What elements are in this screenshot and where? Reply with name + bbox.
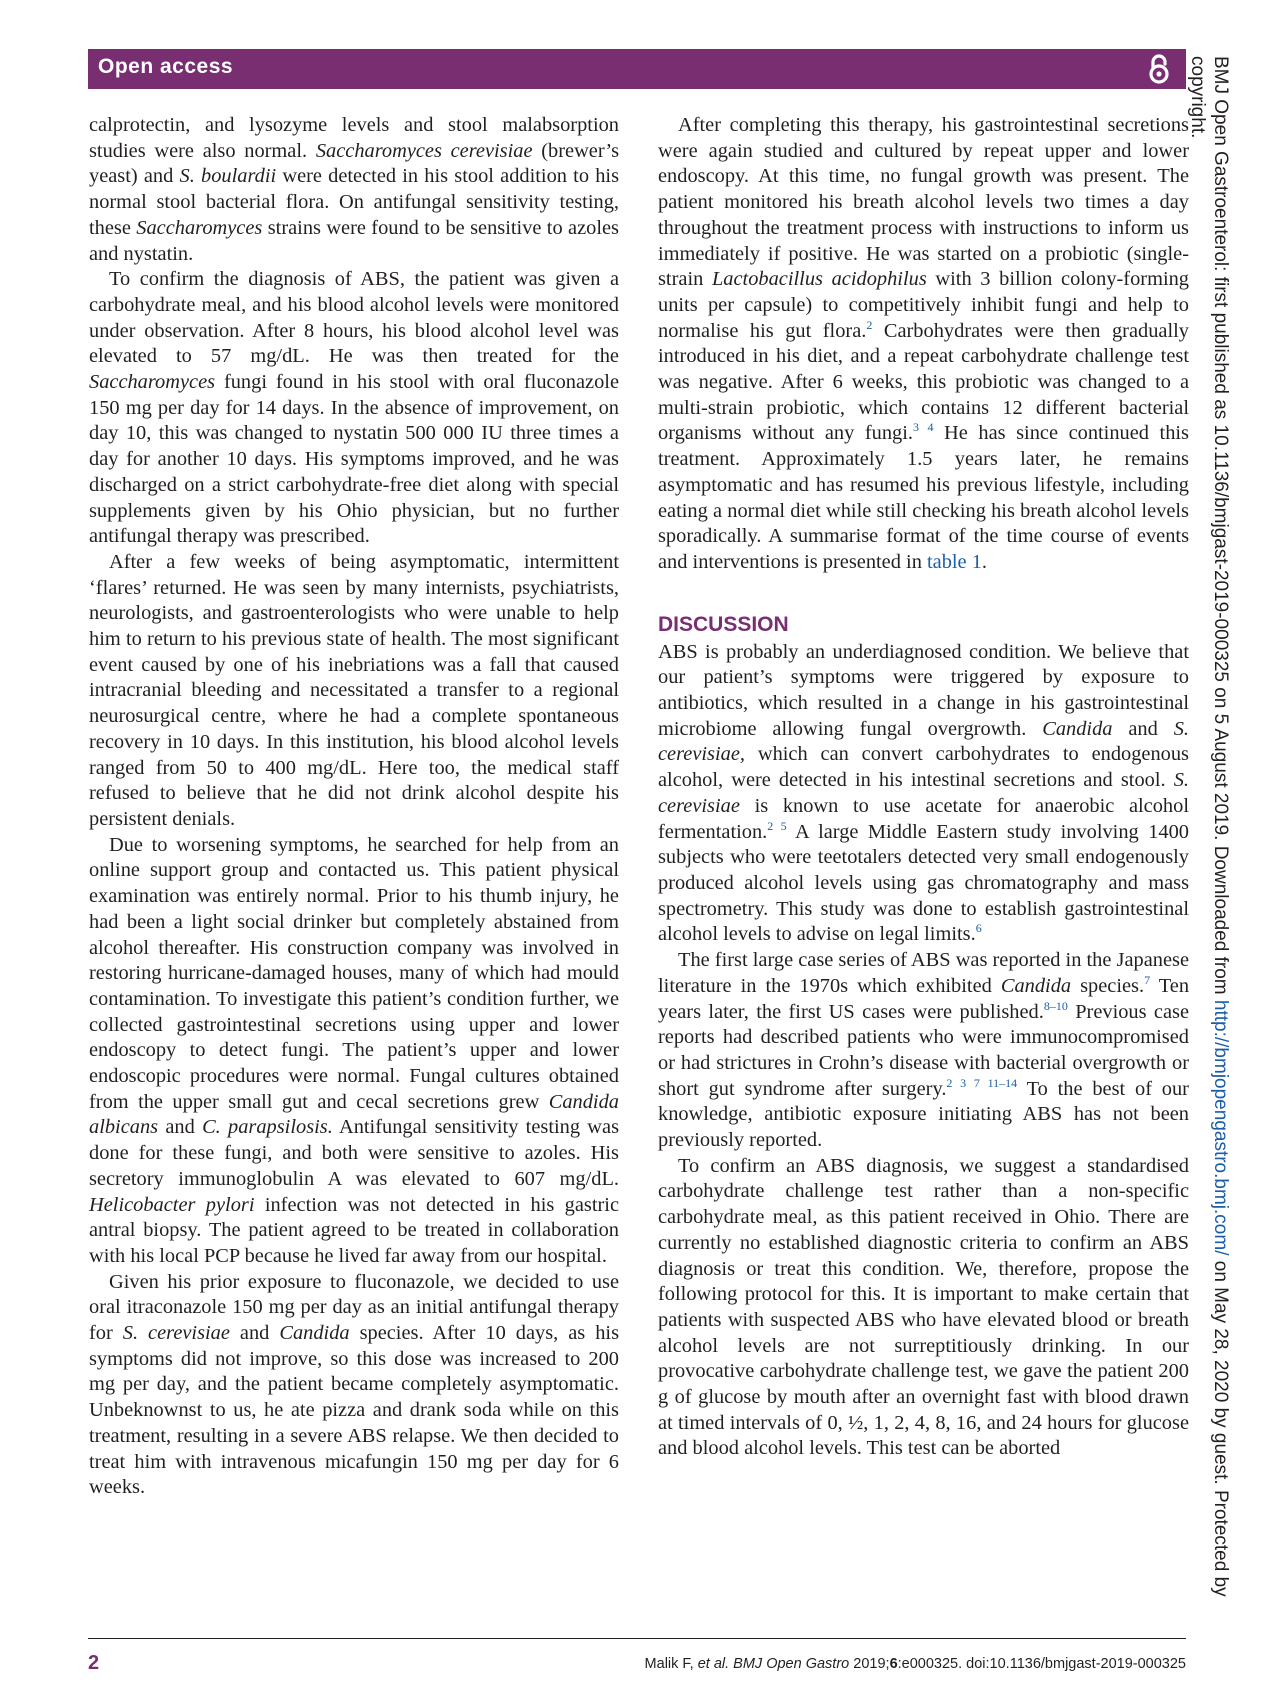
right-column: [658, 113, 1189, 1462]
reference[interactable]: 2 5: [767, 818, 787, 833]
journal-url-link[interactable]: http://bmjopengastro.bmj.com/: [1210, 999, 1231, 1256]
reference[interactable]: 7: [1144, 973, 1151, 987]
section-heading: DISCUSSION: [658, 612, 789, 636]
copyright-sidebar: BMJ Open Gastroenterol: first published as 10.1136/bmjgast-2019-000325 on 5 August 2019. Downloaded from http://bmjopengastro.bmj.com/ on May 28, 2020 by guest. Protected by copyright.: [1187, 56, 1231, 1597]
banner-title: Open access: [98, 55, 234, 78]
paragraph: Due to worsening symptoms, he searched for help from an online support group and contacted us. This patient physical examination was entirely normal. Prior to his thumb injury, he had been a light social drinker but completely abstained from alcohol thereafter. His construction company was involved in restoring hurricane-damaged houses, many of which had mould contamination. To investigate this patient’s condition further, we collected gastrointestinal secretions using upper and lower endoscopy to detect fungi. The patient’s upper and lower endoscopic procedures were normal. Fungal cultures obtained from the upper small gut and cecal secretions grew Candida albicans and C. parapsilosis. Antifungal sensitivity testing was done for these fungi, and both were sensitive to azoles. His secretory immunoglobulin A was elevated to 607 mg/dL. Helicobacter pylori infection was not detected in his gastric antral biopsy. The patient agreed to be treated in collaboration with his local PCP because he lived far away from our hospital.: [89, 833, 620, 1267]
paragraph: To confirm the diagnosis of ABS, the patient was given a carbohydrate meal, and his blood alcohol levels were monitored under observation. After 8 hours, his blood alcohol level was elevated to 57 mg/dL. He was then treated for the Saccharomyces fungi found in his stool with oral fluconazole 150 mg per day for 14 days. In the absence of improvement, on day 10, this was changed to nystatin 500 000 IU three times a day for another 10 days. His symptoms improved, and he was discharged on a strict carbohydrate-free diet along with special supplements given by his Ohio physician, but no further antifungal therapy was prescribed.: [89, 268, 619, 548]
open-access-banner: [88, 49, 1186, 89]
reference[interactable]: 3 4: [913, 420, 934, 435]
paragraph: ABS is probably an underdiagnosed condition. We believe that our patient’s symptoms were triggered by exposure to antibiotics, which resulted in a change in his gastrointestinal microbiome allowing fungal overgrowth. Candida and S. cerevisiae, which can convert carbohydrates to endogenous alcohol, were detected in his intestinal secretions and stool. S. cerevisiae is known to use acetate for anaerobic alcohol fermentation.$^{2 5}$ A large Middle Eastern study involving 1400 subjects who were teetotalers detected very small endogenously produced alcohol levels using gas chromatography and mass spectrometry. This study was done to establish gastrointestinal alcohol levels to advise on legal limits.$^6$: [658, 640, 1189, 946]
paragraph: The first large case series of ABS was reported in the Japanese literature in the 1970s which exhibited Candida species.$^7$ Ten years later, the first US cases were published.$^{8-10}$ Previous case reports had described patients who were immunocompromised or had strictures in Crohn’s disease with bacterial overgrowth or short gut syndrome after surgery.$^{2 3 7 11-14}$ To the best of our knowledge, antibiotic exposure initiating ABS has not been previously reported.: [658, 949, 1190, 1152]
reference[interactable]: 2: [866, 317, 873, 332]
footer-rule: [88, 1638, 1186, 1639]
paragraph: After completing this therapy, his gastrointestinal secretions were again studied and cultured by repeat upper and lower endoscopy. At this time, no fungal growth was present. The patient monitored his breath alcohol levels two times a day throughout the treatment process with instructions to inform us immediately if positive. He was started on a probiotic (single-strain Lactobacillus acidophilus with 3 billion colony-forming units per capsule) to competitively inhibit fungi and help to normalise his gut flora.$^2$ Carbohydrates were then gradually introduced in his diet, and a repeat carbohydrate challenge test was negative. After 6 weeks, this probiotic was changed to a multi-strain probiotic, which contains 12 different bacterial organisms without any fungi.$^{3 4}$ He has since continued this treatment. Approximately 1.5 years later, he remains asymptomatic and has resumed his previous lifestyle, including eating a normal diet while still checking his breath alcohol levels sporadically. A summarise format of the time course of events and interventions is presented in table 1.: [658, 114, 1189, 573]
reference[interactable]: 8–10: [1043, 998, 1068, 1013]
paragraph: calprotectin, and lysozyme levels and stool malabsorption studies were also normal. Saccharomyces cerevisiae (brewer’s yeast) and S. boulardii were detected in his stool addition to his normal stool bacterial flora. On antifungal sensitivity testing, these Saccharomyces strains were found to be sensitive to azoles and nystatin.: [89, 114, 619, 265]
reference[interactable]: 6: [975, 921, 982, 936]
paragraph: Given his prior exposure to fluconazole, we decided to use oral itraconazole 150 mg per day as an initial antifungal therapy for S. cerevisiae and Candida species. After 10 days, as his symptoms did not improve, so this dose was increased to 200 mg per day, and the patient became completely asymptomatic. Unbeknownst to us, he ate pizza and drank soda while on this treatment, resulting in a severe ABS relapse. We then decided to treat him with intravenous micafungin 150 mg per day for 6 weeks.: [89, 1270, 619, 1499]
open-access-icon: [1146, 53, 1172, 85]
reference[interactable]: 2 3 7 11–14: [946, 1075, 1018, 1090]
table-link[interactable]: table 1: [926, 550, 982, 573]
paragraph: To confirm an ABS diagnosis, we suggest a standardised carbohydrate challenge test rather than a non-specific carbohydrate meal, as this patient received in Ohio. There are currently no established diagnostic criteria to confirm an ABS diagnosis or treat this condition. We, therefore, propose the following protocol for this. It is important to make certain that patients with suspected ABS who have elevated blood or breath alcohol levels are not surreptitiously drinking. In our provocative carbohydrate challenge test, we gave the patient 200 g of glucose by mouth after an overnight fast with blood drawn at timed intervals of 0, ½, 1, 2, 4, 8, 16, and 24 hours for glucose and blood alcohol levels. This test can be aborted: [658, 1154, 1189, 1460]
paragraph: After a few weeks of being asymptomatic, intermittent ‘flares’ returned. He was seen by many internists, psychiatrists, neurologists, and gastroenterologists who were unable to help him to return to his previous state of health. The most significant event caused by one of his inebriations was a fall that caused intracranial bleeding and necessitated a transfer to a regional neurosurgical centre, where he had a complete spontaneous recovery in 10 days. In this institution, his blood alcohol levels ranged from 50 to 400 mg/dL. Here too, the medical staff refused to believe that he did not drink alcohol despite his persistent denials.: [89, 550, 619, 830]
footer-citation: Malik F, et al. BMJ Open Gastro 2019;6:e000325. doi:10.1136/bmjgast-2019-000325: [644, 1656, 1186, 1672]
page-number: 2: [88, 1652, 100, 1674]
left-column: [89, 113, 619, 1501]
